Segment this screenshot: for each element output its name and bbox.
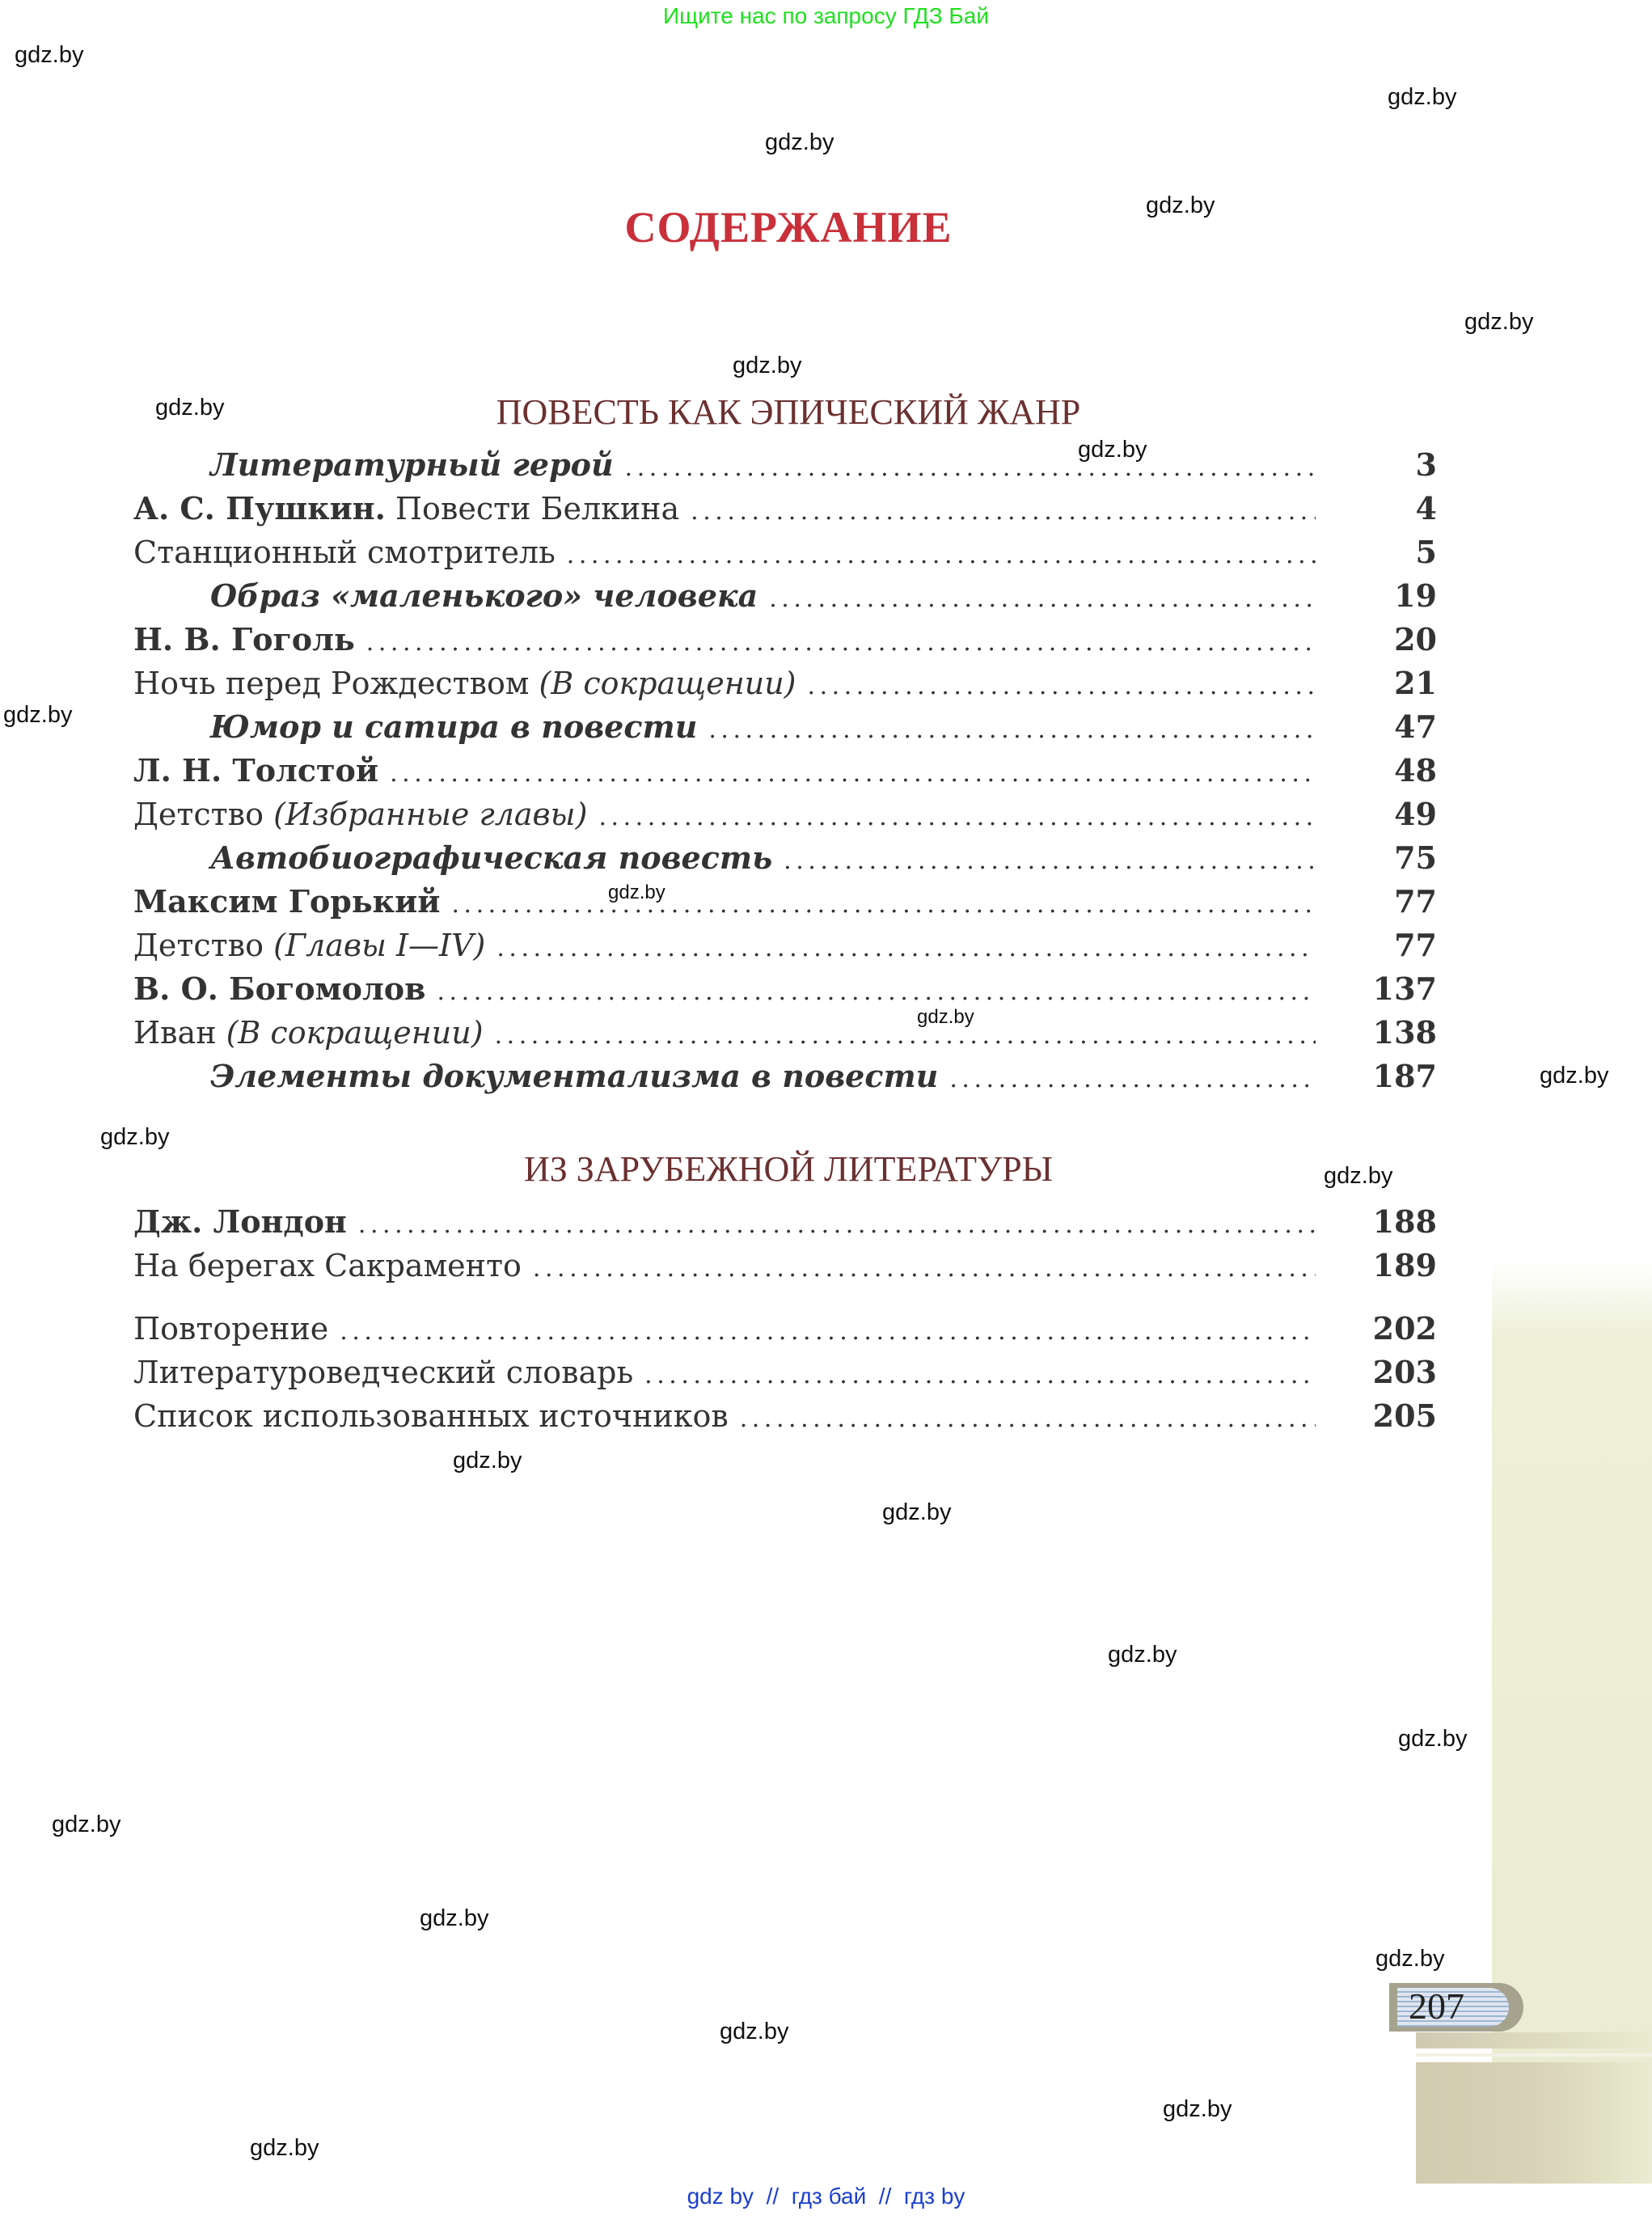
- watermark: gdz.by: [1375, 1946, 1445, 1972]
- page-number: 207: [1409, 1985, 1464, 2027]
- decorative-shelf: [1416, 2062, 1652, 2184]
- leader-dots: [390, 759, 1316, 788]
- toc-entry[interactable]: [133, 1310, 1437, 1354]
- toc-page-number: 19: [1394, 577, 1437, 614]
- watermark: gdz.by: [453, 1448, 522, 1474]
- watermark: gdz.by: [1146, 192, 1215, 218]
- watermark: gdz.by: [1163, 2096, 1232, 2122]
- leader-dots: [740, 1405, 1316, 1433]
- toc-entry-label: Детство (Главы I—IV): [133, 928, 486, 963]
- toc-entry[interactable]: [133, 1397, 1437, 1441]
- leader-dots: [784, 847, 1316, 875]
- watermark: gdz.by: [1398, 1726, 1468, 1752]
- leader-dots: [451, 890, 1316, 919]
- page-number-badge: [1389, 1983, 1523, 2032]
- toc-page-number: 3: [1415, 446, 1437, 483]
- toc-entry-label: Автобиографическая повесть: [210, 839, 773, 876]
- decorative-line: [1416, 2053, 1652, 2057]
- toc-page-number: 138: [1372, 1014, 1437, 1051]
- toc-entry-label: Литературоведческий словарь: [133, 1355, 634, 1390]
- toc-page-number: 47: [1394, 708, 1437, 745]
- toc-entry-label: Элементы документализма в повести: [210, 1058, 939, 1094]
- toc-entry[interactable]: [133, 927, 1437, 970]
- toc-page-number: 205: [1372, 1397, 1437, 1434]
- section-heading: ИЗ ЗАРУБЕЖНОЙ ЛИТЕРАТУРЫ: [523, 1149, 1054, 1189]
- toc-entry[interactable]: [133, 665, 1437, 708]
- toc-entry[interactable]: [133, 970, 1437, 1014]
- toc-entry[interactable]: [133, 577, 1437, 621]
- watermark: gdz.by: [720, 2019, 789, 2044]
- toc-entry[interactable]: [133, 1014, 1437, 1058]
- toc-entry[interactable]: [133, 1247, 1437, 1291]
- toc-page-number: 49: [1394, 796, 1437, 832]
- toc-entry-label: Образ «маленького» человека: [210, 577, 758, 614]
- watermark: gdz.by: [733, 353, 802, 378]
- toc-entry-label: Юмор и сатира в повести: [210, 708, 698, 745]
- toc-entry[interactable]: [133, 883, 1437, 927]
- leader-dots: [708, 716, 1316, 744]
- footer-links[interactable]: gdz by // гдз бай // гдз by: [687, 2184, 965, 2209]
- leader-dots: [598, 803, 1316, 831]
- leader-dots: [437, 978, 1316, 1006]
- page-title: СОДЕРЖАНИЕ: [624, 203, 953, 252]
- toc-entry-label: Н. В. Гоголь: [133, 621, 355, 657]
- toc-entry[interactable]: [133, 621, 1437, 665]
- section-heading: ПОВЕСТЬ КАК ЭПИЧЕСКИЙ ЖАНР: [496, 392, 1081, 432]
- watermark: gdz.by: [100, 1124, 170, 1150]
- toc-page-number: 48: [1394, 752, 1437, 789]
- leader-dots: [366, 628, 1316, 657]
- toc-entry-label: Дж. Лондон: [133, 1203, 347, 1240]
- watermark: gdz.by: [1464, 309, 1534, 335]
- toc-entry[interactable]: [133, 1354, 1437, 1397]
- watermark: gdz.by: [608, 882, 665, 903]
- leader-dots: [949, 1065, 1316, 1093]
- watermark: gdz.by: [15, 42, 84, 68]
- toc-entry-label: Максим Горький: [133, 883, 441, 920]
- toc-entry-label: Детство (Избранные главы): [133, 797, 588, 832]
- toc-page-number: 5: [1415, 534, 1437, 570]
- toc-page-number: 188: [1372, 1203, 1437, 1240]
- toc-page-number: 75: [1394, 839, 1437, 876]
- toc-entry-label: На берегах Сакраменто: [133, 1248, 522, 1283]
- toc-entry[interactable]: [133, 708, 1437, 752]
- toc-entry[interactable]: [133, 1203, 1437, 1247]
- toc-entry[interactable]: [133, 839, 1437, 883]
- watermark: gdz.by: [1108, 1642, 1177, 1668]
- leader-dots: [495, 1021, 1316, 1050]
- leader-dots: [340, 1317, 1316, 1346]
- search-banner[interactable]: Ищите нас по запросу ГДЗ Бай: [662, 3, 990, 28]
- leader-dots: [358, 1211, 1316, 1239]
- leader-dots: [808, 672, 1316, 700]
- toc-entry-label: Ночь перед Рождеством (В сокращении): [133, 666, 796, 701]
- toc-entry-label: В. О. Богомолов: [133, 970, 426, 1007]
- watermark: gdz.by: [1388, 84, 1457, 110]
- watermark: gdz.by: [882, 1499, 952, 1525]
- toc-page-number: 4: [1415, 490, 1437, 526]
- leader-dots: [567, 541, 1316, 569]
- toc-entry[interactable]: [133, 446, 1437, 490]
- watermark: gdz.by: [917, 1006, 974, 1028]
- toc-entry[interactable]: [133, 752, 1437, 796]
- toc-page-number: 202: [1372, 1310, 1437, 1347]
- decorative-shelf: [1416, 2032, 1652, 2049]
- toc-entry-label: А. С. Пушкин. Повести Белкина: [133, 490, 680, 526]
- toc-entry[interactable]: [133, 796, 1437, 839]
- watermark: gdz.by: [1078, 437, 1147, 463]
- leader-dots: [496, 934, 1316, 962]
- toc-entry-label: Л. Н. Толстой: [133, 752, 379, 789]
- watermark: gdz.by: [52, 1812, 121, 1837]
- toc-page-number: 203: [1372, 1354, 1437, 1390]
- leader-dots: [625, 454, 1316, 482]
- toc-entry-label: Станционный смотритель: [133, 535, 556, 570]
- toc-entry[interactable]: [133, 1058, 1437, 1101]
- leader-dots: [533, 1254, 1316, 1283]
- toc-page-number: 77: [1394, 883, 1437, 920]
- toc-entry-label: Повторение: [133, 1311, 329, 1347]
- toc-page-number: 21: [1394, 665, 1437, 701]
- watermark: gdz.by: [250, 2135, 319, 2161]
- watermark: gdz.by: [420, 1905, 489, 1931]
- toc-entry-label: Иван (В сокращении): [133, 1015, 484, 1051]
- toc-page-number: 187: [1372, 1058, 1437, 1094]
- toc-page-number: 20: [1394, 621, 1437, 657]
- watermark: gdz.by: [1540, 1063, 1609, 1089]
- toc-entry[interactable]: [133, 534, 1437, 577]
- watermark: gdz.by: [3, 702, 73, 728]
- leader-dots: [691, 497, 1316, 526]
- watermark: gdz.by: [1324, 1163, 1393, 1189]
- watermark: gdz.by: [765, 129, 834, 155]
- leader-dots: [644, 1361, 1316, 1389]
- toc-page-number: 77: [1394, 927, 1437, 963]
- toc-entry-label: Список использованных источников: [133, 1398, 729, 1434]
- watermark: gdz.by: [155, 395, 225, 421]
- toc-entry[interactable]: [133, 490, 1437, 534]
- toc-page-number: 137: [1372, 970, 1437, 1007]
- toc-page-number: 189: [1372, 1247, 1437, 1283]
- toc-entry-label: Литературный герой: [210, 446, 614, 483]
- leader-dots: [769, 585, 1316, 613]
